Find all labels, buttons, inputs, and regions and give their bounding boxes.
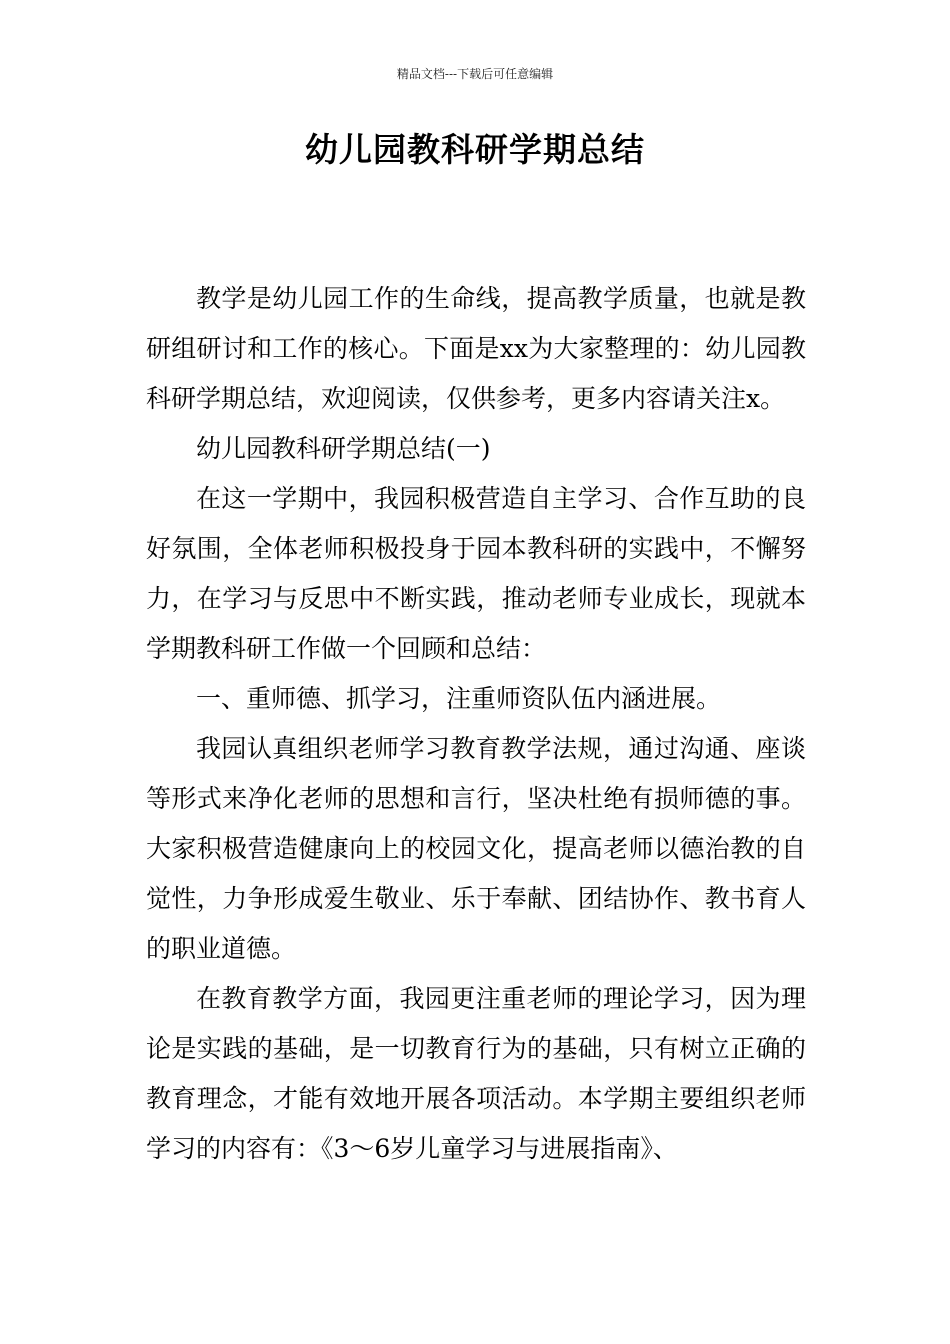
- body-paragraph: 我园认真组织老师学习教育教学法规，通过沟通、座谈等形式来净化老师的思想和言行，坚决杜绝有损师德的事。大家积极营造健康向上的校园文化，提高老师以德治教的自觉性，力争形成爱生敬业、乐于奉献、团结协作、教书育人的职业道德。: [146, 734, 806, 963]
- intro-paragraph: 教学是幼儿园工作的生命线，提高教学质量，也就是教研组研讨和工作的核心。下面是xx为大家整理的：幼儿园教科研学期总结，欢迎阅读，仅供参考，更多内容请关注x。: [146, 284, 806, 413]
- header-note: 精品文档---下载后可任意编辑: [396, 67, 554, 81]
- body-paragraph: 在这一学期中，我园积极营造自主学习、合作互助的良好氛围，全体老师积极投身于园本教科研的实践中，不懈努力，在学习与反思中不断实践，推动老师专业成长，现就本学期教科研工作做一个回顾和总结：: [146, 484, 806, 663]
- document-body: [146, 274, 806, 1174]
- body-paragraph: 在教育教学方面，我园更注重老师的理论学习，因为理论是实践的基础，是一切教育行为的基础，只有树立正确的教育理念，才能有效地开展各项活动。本学期主要组织老师学习的内容有：《3～6岁儿童学习与进展指南》、: [146, 984, 806, 1163]
- document-title: 幼儿园教科研学期总结: [305, 130, 645, 169]
- subsection-heading: 一、重师德、抓学习，注重师资队伍内涵进展。: [196, 684, 722, 713]
- section-heading: 幼儿园教科研学期总结(一): [196, 434, 491, 463]
